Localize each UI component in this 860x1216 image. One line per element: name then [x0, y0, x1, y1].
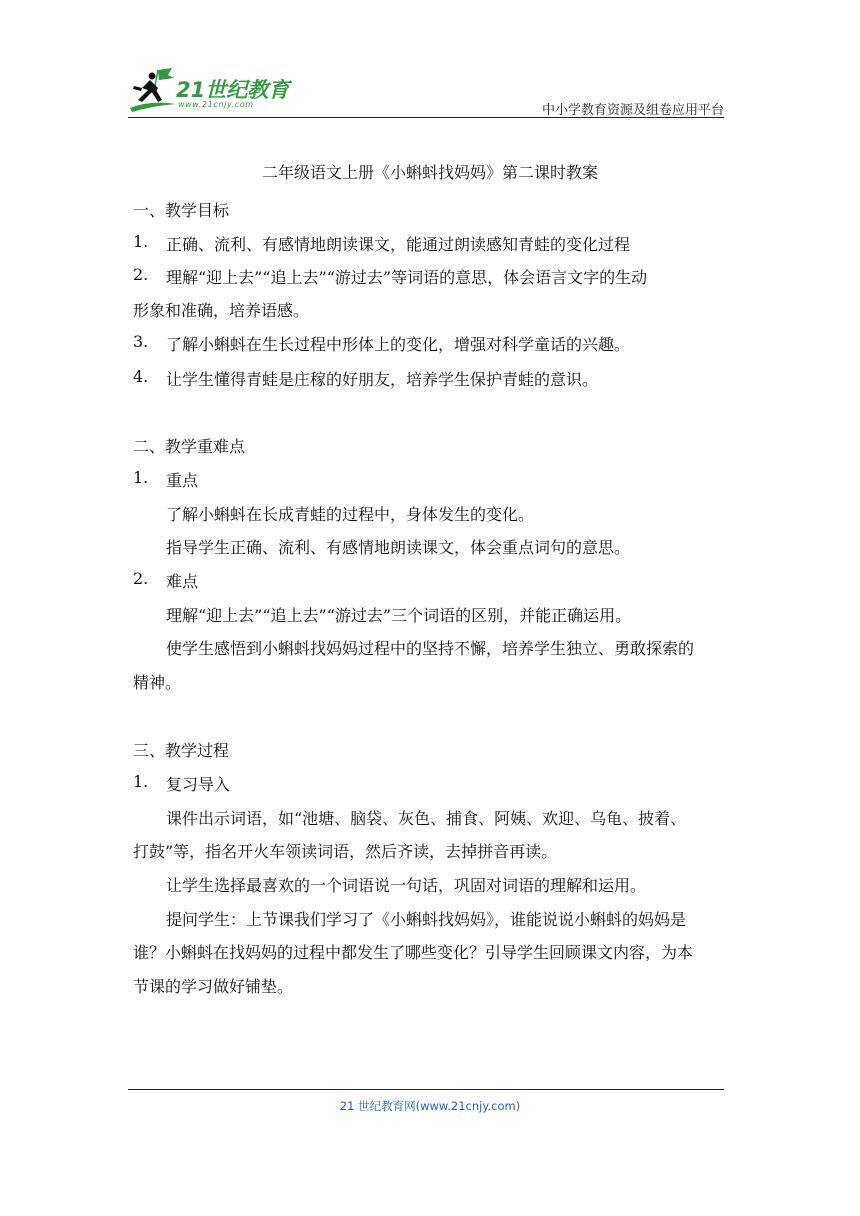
- keypoint-2-number: 2.: [133, 569, 149, 588]
- process-1-number: 1.: [133, 772, 149, 791]
- section-heading-goals: 一、教学目标: [133, 201, 230, 220]
- keypoint-1-para-1: 了解小蝌蚪在长成青蛙的过程中，身体发生的变化。: [166, 505, 535, 524]
- keypoint-2-para-2: 使学生感悟到小蝌蚪找妈妈过程中的坚持不懈，培养学生独立、勇敢探索的: [166, 639, 695, 658]
- process-1-para-3-line-3: 节课的学习做好铺垫。: [133, 977, 294, 996]
- page-header: [128, 66, 724, 118]
- goal-1-text: 正确、流利、有感情地朗读课文，能通过朗读感知青蛙的变化过程: [166, 235, 631, 254]
- section-heading-process: 三、教学过程: [133, 741, 230, 760]
- keypoint-2-para-2-continued: 精神。: [133, 673, 182, 692]
- goal-2-text: 理解“迎上去”“追上去”“游过去”等词语的意思，体会语言文字的生动: [166, 268, 648, 287]
- logo: [128, 66, 298, 116]
- header-divider: [128, 117, 724, 118]
- goal-4-number: 4.: [133, 367, 149, 386]
- process-1-para-1-continued: 打鼓”等，指名开火车领读词语，然后齐读，去掉拼音再读。: [133, 842, 558, 861]
- keypoint-1-para-2: 指导学生正确、流利、有感情地朗读课文，体会重点词句的意思。: [166, 538, 631, 557]
- logo-url-text: www.21cnjy.com: [178, 100, 254, 109]
- goal-2-continued: 形象和准确，培养语感。: [133, 301, 310, 320]
- goal-4-text: 让学生懂得青蛙是庄稼的好朋友，培养学生保护青蛙的意识。: [166, 370, 599, 389]
- keypoint-1-number: 1.: [133, 468, 149, 487]
- footer-divider: [128, 1089, 724, 1090]
- process-1-para-1: 课件出示词语，如“池塘、脑袋、灰色、捕食、阿姨、欢迎、乌龟、披着、: [166, 809, 687, 828]
- platform-tagline: 中小学教育资源及组卷应用平台: [541, 103, 724, 118]
- keypoint-2-para-1: 理解“迎上去”“追上去”“游过去”三个词语的区别，并能正确运用。: [166, 606, 632, 625]
- document-title: 二年级语文上册《小蝌蚪找妈妈》第二课时教案: [261, 163, 598, 182]
- goal-3-number: 3.: [133, 332, 149, 351]
- keypoint-2-label: 难点: [166, 572, 199, 591]
- section-heading-keypoints: 二、教学重难点: [133, 437, 246, 456]
- process-1-para-2: 让学生选择最喜欢的一个词语说一句话，巩固对词语的理解和运用。: [166, 876, 647, 895]
- process-1-para-3: 提问学生：上节课我们学习了《小蝌蚪找妈妈》，谁能说说小蝌蚪的妈妈是: [166, 910, 687, 929]
- footer-link[interactable]: 21 世纪教育网(www.21cnjy.com): [339, 1099, 521, 1113]
- goal-3-text: 了解小蝌蚪在生长过程中形体上的变化，增强对科学童话的兴趣。: [166, 335, 631, 354]
- process-1-para-3-line-2: 谁？小蝌蚪在找妈妈的过程中都发生了哪些变化？引导学生回顾课文内容，为本: [133, 943, 694, 962]
- goal-1-number: 1.: [133, 232, 149, 251]
- logo-text: 21世纪教育: [176, 78, 290, 102]
- keypoint-1-label: 重点: [166, 471, 199, 490]
- goal-2-number: 2.: [133, 265, 149, 284]
- runner-logo-icon: [128, 66, 180, 116]
- process-1-label: 复习导入: [166, 775, 231, 794]
